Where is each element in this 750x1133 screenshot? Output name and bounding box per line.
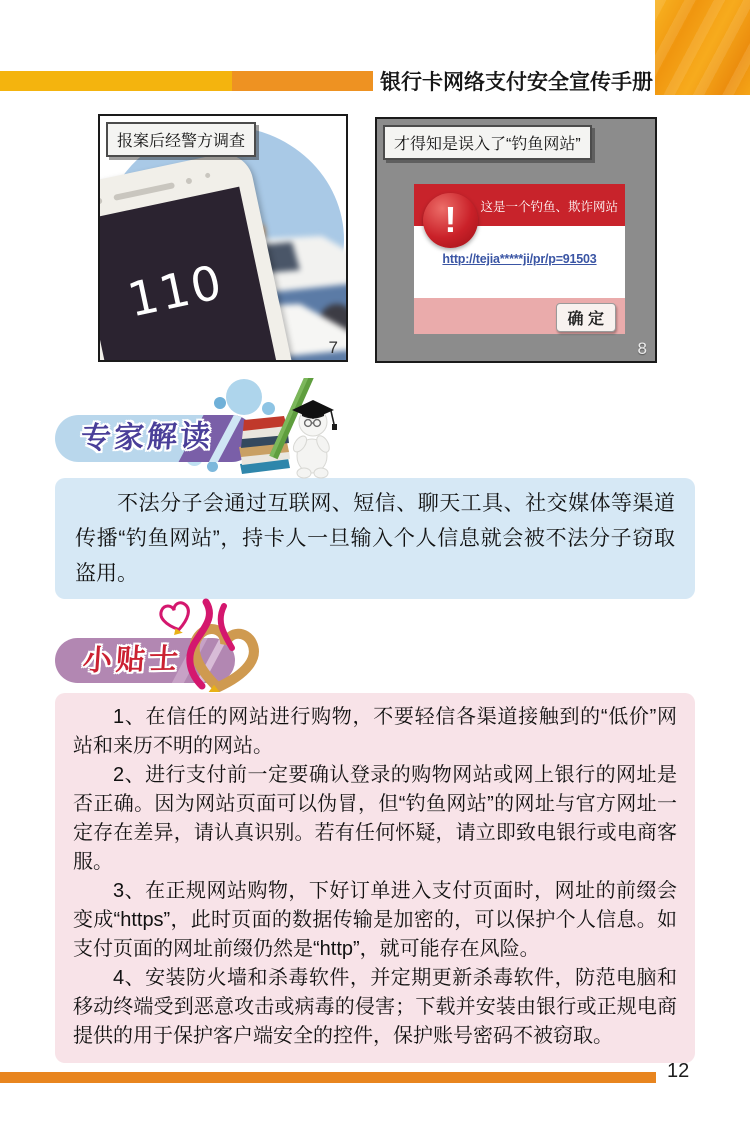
alert-title: 这是一个钓鱼、欺诈网站: [480, 200, 618, 214]
phone-speaker: [113, 182, 175, 201]
scholar-mascot-illustration: [226, 378, 346, 480]
decor-circle: [207, 461, 218, 472]
tips-section-title: 小贴士: [81, 643, 184, 678]
tips-text-box: [55, 693, 695, 1063]
comic-panel-7: [98, 114, 348, 362]
tip-item-4: 4、安装防火墙和杀毒软件，并定期更新杀毒软件，防范电脑和移动终端受到恶意攻击或病毒的侵害；下载并安装由银行或正规电商提供的用于保护客户端安全的控件，保护账号密码不被窃取。: [73, 967, 677, 1047]
expert-section-badge: [55, 415, 255, 462]
phone-sensor-dot: [185, 177, 192, 184]
tip-item-1: 1、在信任的网站进行购物，不要轻信各渠道接触到的“低价”网站和来历不明的网站。: [73, 706, 677, 757]
header-bar-orange: [232, 71, 373, 91]
graduate-character: [291, 400, 337, 478]
panel-caption: 报案后经警方调查: [106, 122, 256, 157]
panel-number: 7: [328, 338, 338, 357]
phishing-url-link[interactable]: http://tejia*****ji/pr/p=91503: [442, 252, 597, 266]
emergency-number: 110: [123, 254, 229, 329]
decor-circle: [214, 397, 226, 409]
tip-item-3: 3、在正规网站购物，下好订单进入支付页面时，网址的前缀会变成“https”，此时页面的数据传输是加密的，可以保护个人信息。如支付页面的网址前缀仍然是“http”，就可能存在风险。: [73, 880, 677, 960]
ok-button[interactable]: 确 定: [556, 303, 616, 332]
tip-item-2: 2、进行支付前一定要确认登录的购物网站或网上银行的网址是否正确。因为网站页面可以伪冒，但“钓鱼网站”的网址与官方网址一定存在差异，请认真识别。若有任何怀疑，请立即致电银行或电商客服。: [73, 764, 677, 873]
phishing-alert-dialog: [414, 184, 625, 334]
footer-bar: [0, 1072, 656, 1083]
panel-number: 8: [637, 339, 647, 358]
header-bar-yellow: [0, 71, 232, 91]
page-number: 12: [667, 1060, 690, 1082]
expert-text-box: [55, 478, 695, 599]
panel-caption: 才得知是误入了“钓鱼网站”: [383, 125, 592, 160]
warning-icon: !: [423, 193, 478, 248]
small-heart-icon: [159, 601, 193, 637]
document-title: 银行卡网络支付安全宣传手册: [380, 71, 653, 94]
alert-footer: [414, 298, 625, 334]
comic-panel-8: [375, 117, 657, 363]
expert-paragraph: 不法分子会通过互联网、短信、聊天工具、社交媒体等渠道传播“钓鱼网站”，持卡人一旦输入个人信息就会被不法分子窃取盗用。: [75, 492, 675, 585]
corner-decoration: [655, 0, 750, 95]
expert-section-title: 专家解读: [79, 419, 215, 456]
phone-sensor-dot: [205, 172, 211, 178]
hearts-illustration: [146, 596, 274, 692]
phone-camera-dot: [98, 198, 103, 205]
